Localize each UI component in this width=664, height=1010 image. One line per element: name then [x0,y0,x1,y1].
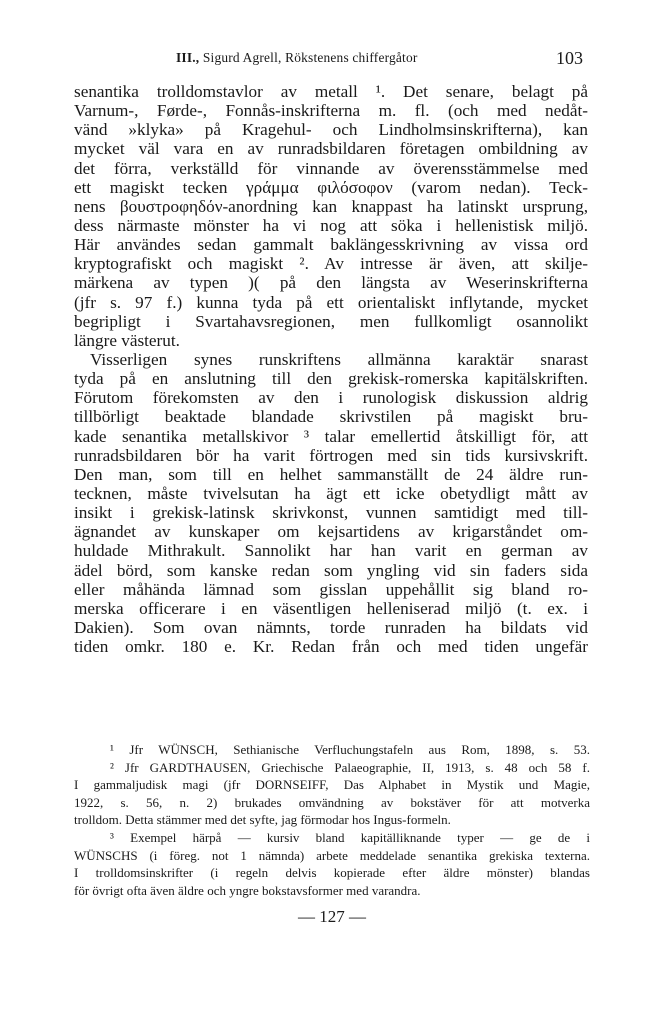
page-number: 103 [556,48,583,68]
footnote-3-continued: för övrigt ofta även äldre och yngre bokstavsformer med varandra. [74,882,421,898]
text-line: Varnum-, Førde-, Fonnås-inskrifterna m. fl. (och med nedåt- [74,101,588,121]
text-line: det förra, verkställd för vinnande av överensstämmelse med [74,158,588,178]
footnote-1: ¹ Jfr WÜNSCH, Sethianische Verfluchungstafeln aus Rom, 1898, s. 53. [110,742,590,757]
text-line: tillbörligt beaktade blandade skrivstilen på magiskt bru- [74,407,588,427]
text-line: längre västerut. [74,330,180,350]
footnote-3-continued: I trolldomsinskrifter (i regeln delvis kopierade efter äldre mönster) blandas [74,865,590,881]
text-line: huldade Mithrakult. Sannolikt har han varit en german av [74,541,588,561]
text-line: tiden omkr. 180 e. Kr. Redan från och med tiden ungefär [74,637,588,657]
footnote-2: ² Jfr GARDTHAUSEN, Griechische Palaeographie, II, 1913, s. 48 och 58 f. [110,759,590,775]
text-line: eller måhända lämnad som gisslan uppehållit sig bland ro- [74,579,588,599]
footnote-3-continued: WÜNSCHS (i föreg. not 1 nämnda) arbete meddelade senantika grekiska texterna. [74,847,590,863]
text-line: kade senantika metallskivor ³ talar emellertid åtskilligt för, att [74,426,588,446]
text-line: kryptografiskt och magiskt ². Av intresse är även, att skilje- [74,254,588,274]
text-line: märkena av typen )( på den längsta av Weserinskrifterna [74,273,588,293]
text-line: nens βουστροφηδόν-anordning kan knappast ha latinskt ursprung, [74,196,588,216]
text-line: Förutom förekomsten av den i runologisk diskussion aldrig [74,388,588,408]
text-line: Dakien). Som ovan nämnts, torde runraden ha bildats vid [74,617,588,637]
running-title [176,50,418,66]
footnotes [74,741,590,899]
text-line: Här användes sedan gammalt baklängesskrivning av vissa ord [74,235,588,255]
text-line: merska officerare i en väsentligen helleniserad miljö (t. ex. i [74,598,588,618]
text-line: tyda på en anslutning till den grekisk-romerska kapitälskriften. [74,369,588,389]
text-line: Visserligen synes runskriftens allmänna karaktär snarast [90,349,588,369]
text-line: senantika trolldomstavlor av metall ¹. Det senare, belagt på [74,82,588,101]
section-number: III., [176,50,200,65]
text-line: mycket väl vara en av runradsbildaren företagen ombildning av [74,139,588,159]
text-line: dess närmaste mönster ha vi nog att söka i hellenistisk miljö. [74,215,588,235]
text-line: tecknen, måste tvivelsutan ha ägt ett icke obetydligt mått av [74,483,588,503]
text-line: begripligt i Svartahavsregionen, men fullkomligt osannolikt [74,311,588,331]
article-title: Sigurd Agrell, Rökstenens chiffergåtor [199,50,418,65]
page-footer-marker: — 127 — [298,907,366,926]
main-text [74,82,588,656]
footnote-3: ³ Exempel härpå — kursiv bland kapitälliknande typer — ge de i [110,829,590,845]
text-line: Den man, som till en helhet sammanställt de 24 äldre run- [74,464,588,484]
footnote-2-continued: 1922, s. 56, n. 2) brukades omvändning av bokstäver för att motverka [74,794,590,810]
text-line: vänd »klyka» på Kragehul- och Lindholmsinskrifterna), kan [74,120,588,140]
footnote-2-continued: I gammaljudisk magi (jfr DORNSEIFF, Das Alphabet in Mystik und Magie, [74,777,590,793]
text-line: insikt i grekisk-latinsk skrivkonst, vunnen samtidigt med till- [74,503,588,523]
text-line: (jfr s. 97 f.) kunna tyda på ett orientaliskt inflytande, mycket [74,292,588,312]
text-line: ägnandet av kunskaper om kejsartidens av krigarståndet om- [74,522,588,542]
text-line: runradsbildaren bör ha varit förtrogen med sin tids kursivskrift. [74,445,588,465]
text-line: ädel börd, som kanske redan som yngling vid sin faders sida [74,560,588,580]
text-line: ett magiskt tecken γράμμα φιλόσοφον (varom nedan). Teck- [74,177,588,197]
footnote-2-continued: trolldom. Detta stämmer med det syfte, jag förmodar hos Ingus-formeln. [74,812,451,828]
running-header [0,48,664,72]
